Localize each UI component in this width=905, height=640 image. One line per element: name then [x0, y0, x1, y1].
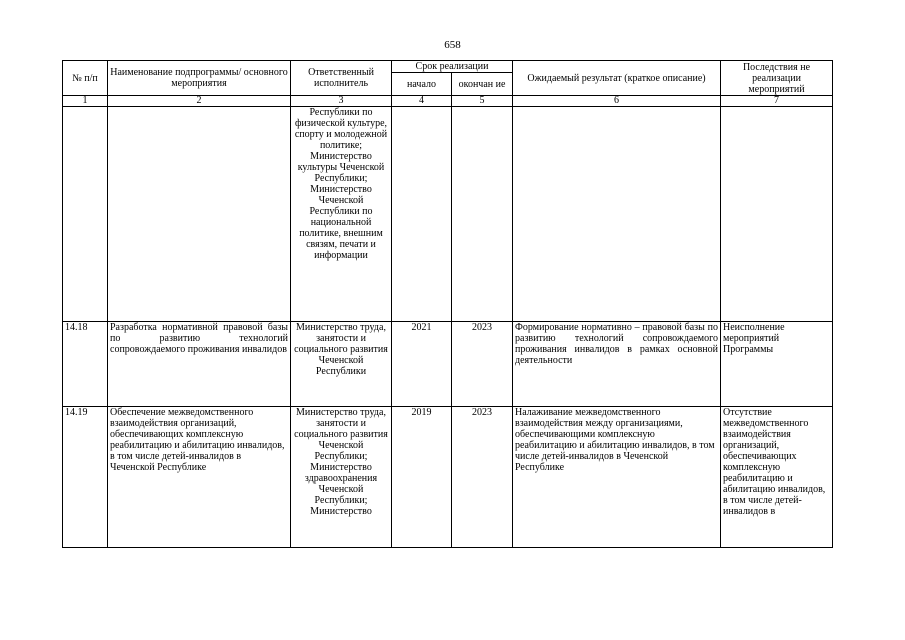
expected-result: Формирование нормативно – правовой базы по развитию технологий сопровождаемого проживания инвалидов в рамках основной деятельности — [513, 322, 721, 407]
table-row — [63, 407, 833, 548]
responsible-executor: Министерство труда, занятости и социального развития Чеченской Республики — [291, 322, 392, 407]
table-row — [63, 107, 833, 322]
col-number-2: 2 — [108, 96, 291, 107]
responsible-executor: Министерство труда, занятости и социального развития Чеченской Республики; Министерство здравоохранения Чеченской Республики; Министерство — [291, 407, 392, 548]
activity-name: Разработка нормативной правовой базы по развитию технологий сопровождаемого проживания инвалидов — [108, 322, 291, 407]
end-year: 2023 — [452, 322, 513, 407]
col-number-6: 6 — [513, 96, 721, 107]
table-row — [63, 322, 833, 407]
header-name: Наименование подпрограммы/ основного мероприятия — [108, 61, 291, 96]
consequence: Отсутствие межведомственного взаимодействия организаций, обеспечивающих комплексную реабилитацию и абилитацию инвалидов, в том числе детей-инвалидов в — [721, 407, 833, 548]
col-number-1: 1 — [63, 96, 108, 107]
end-year: 2023 — [452, 407, 513, 548]
header-period-end: окончан ие — [452, 73, 513, 96]
row-number: 14.19 — [63, 407, 108, 548]
table-header — [63, 61, 833, 107]
header-period-start: начало — [392, 73, 452, 96]
header-number: № п/п — [63, 61, 108, 96]
expected-result: Налаживание межведомственного взаимодействия между организациями, обеспечивающими комплексную реабилитацию и абилитацию инвалидов, в том числе детей-инвалидов в Чеченской Республике — [513, 407, 721, 548]
end-year — [452, 107, 513, 322]
col-number-5: 5 — [452, 96, 513, 107]
activity-name: Обеспечение межведомственного взаимодействия организаций, обеспечивающих комплексную реабилитацию и абилитацию инвалидов, в том числе детей-инвалидов в Чеченской Республике — [108, 407, 291, 548]
start-year: 2019 — [392, 407, 452, 548]
header-period-group: Срок реализации — [392, 61, 513, 73]
start-year: 2021 — [392, 322, 452, 407]
col-number-4: 4 — [392, 96, 452, 107]
header-consequence: Последствия не реализации мероприятий — [721, 61, 833, 96]
col-number-3: 3 — [291, 96, 392, 107]
row-number: 14.18 — [63, 322, 108, 407]
start-year — [392, 107, 452, 322]
header-executor: Ответственный исполнитель — [291, 61, 392, 96]
consequence — [721, 107, 833, 322]
page-number: 658 — [444, 39, 461, 51]
activity-name — [108, 107, 291, 322]
responsible-executor: Республики по физической культуре, спорту и молодежной политике; Министерство культуры Чеченской Республики; Министерство Чеченской Республики по национальной политике, внешним связям, печати и информации — [291, 107, 392, 322]
program-activities-table — [62, 60, 833, 548]
consequence: Неисполнение мероприятий Программы — [721, 322, 833, 407]
row-number — [63, 107, 108, 322]
expected-result — [513, 107, 721, 322]
header-result: Ожидаемый результат (краткое описание) — [513, 61, 721, 96]
col-number-7: 7 — [721, 96, 833, 107]
column-number-row — [63, 96, 833, 107]
